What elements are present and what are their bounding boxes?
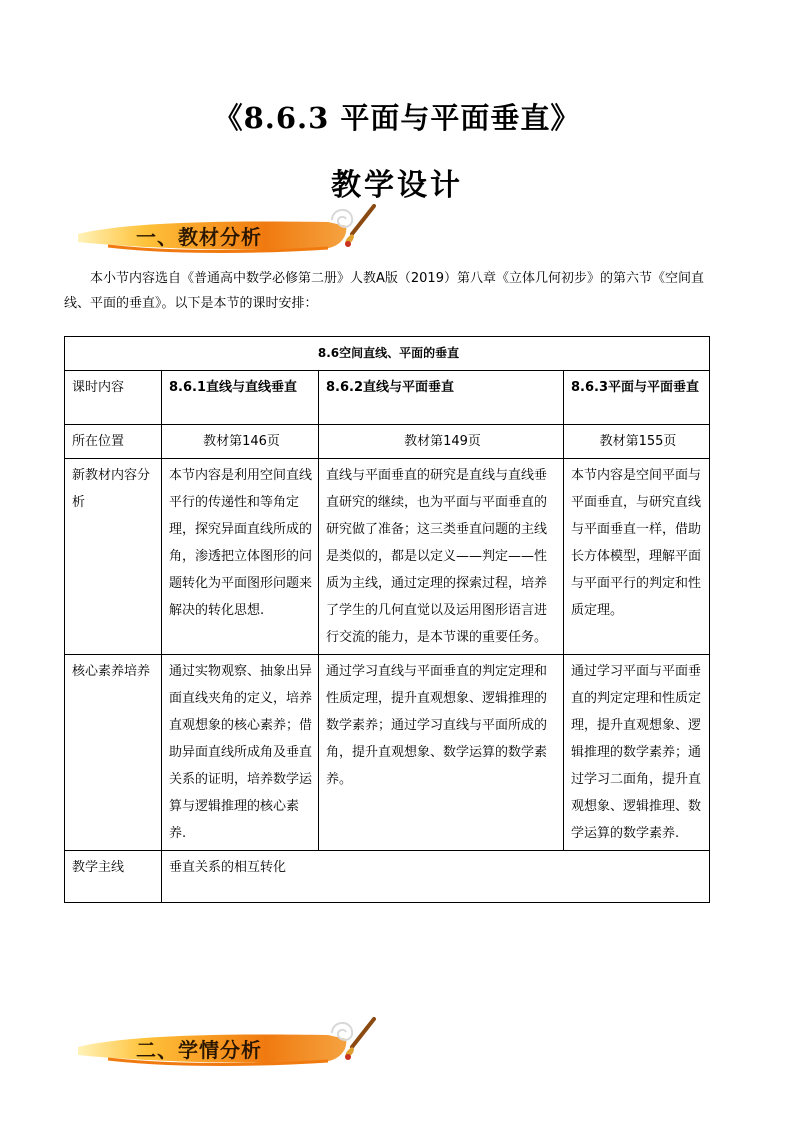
table-caption: 8.6空间直线、平面的垂直: [65, 337, 710, 371]
page-title: 《8.6.3 平面与平面垂直》: [213, 101, 581, 135]
brush-icon: [340, 1017, 380, 1061]
table-cell: 垂直关系的相互转化: [162, 851, 710, 903]
row-label: 新教材内容分析: [65, 459, 162, 655]
brush-icon: [340, 204, 380, 248]
table-cell: 通过实物观察、抽象出异面直线夹角的定义，培养直观想象的核心素养；借助异面直线所成角及垂直关系的证明，培养数学运算与逻辑推理的核心素养.: [162, 655, 319, 851]
table-cell: 教材第149页: [319, 425, 564, 459]
table-row-literacy: [65, 655, 710, 851]
table-cell: 本节内容是利用空间直线平行的传递性和等角定理，探究异面直线所成的角，渗透把立体图形的问题转化为平面图形问题来解决的转化思想.: [162, 459, 319, 655]
table-row-analysis: [65, 459, 710, 655]
table-row-content: [65, 371, 710, 425]
row-label: 课时内容: [65, 371, 162, 425]
table-row-mainline: [65, 851, 710, 903]
page-subtitle: 教学设计: [331, 168, 463, 203]
row-label: 教学主线: [65, 851, 162, 903]
row-label: 核心素养培养: [65, 655, 162, 851]
table-cell: 直线与平面垂直的研究是直线与直线垂直研究的继续，也为平面与平面垂直的研究做了准备；这三类垂直问题的主线是类似的，都是以定义——判定——性质为主线，通过定理的探索过程，培养了学生的几何直觉以及运用图形语言进行交流的能力，是本节课的重要任务。: [319, 459, 564, 655]
row-label: 所在位置: [65, 425, 162, 459]
table-caption-row: [65, 337, 710, 371]
table-row-location: [65, 425, 710, 459]
intro-paragraph: 本小节内容选自《普通高中数学必修第二册》人教A版（2019）第八章《立体几何初步》的第六节《空间直线、平面的垂直》。以下是本节的课时安排：: [64, 271, 704, 311]
section-banner-student-analysis: [78, 1025, 378, 1069]
table-cell: 8.6.1直线与直线垂直: [162, 371, 319, 425]
lesson-schedule-table: [64, 336, 710, 903]
section-banner-textbook-analysis: [78, 212, 378, 256]
section-label: 二、学情分析: [136, 1038, 262, 1062]
table-cell: 教材第155页: [564, 425, 710, 459]
table-cell: 本节内容是空间平面与平面垂直，与研究直线与平面垂直一样，借助长方体模型，理解平面与平面平行的判定和性质定理。: [564, 459, 710, 655]
section-label: 一、教材分析: [136, 225, 262, 249]
table-cell: 通过学习平面与平面垂直的判定定理和性质定理，提升直观想象、逻辑推理的数学素养；通过学习二面角，提升直观想象、逻辑推理、数学运算的数学素养.: [564, 655, 710, 851]
table-cell: 8.6.2直线与平面垂直: [319, 371, 564, 425]
table-cell: 8.6.3平面与平面垂直: [564, 371, 710, 425]
table-cell: 教材第146页: [162, 425, 319, 459]
table-cell: 通过学习直线与平面垂直的判定定理和性质定理，提升直观想象、逻辑推理的数学素养；通过学习直线与平面所成的角，提升直观想象、数学运算的数学素养。: [319, 655, 564, 851]
